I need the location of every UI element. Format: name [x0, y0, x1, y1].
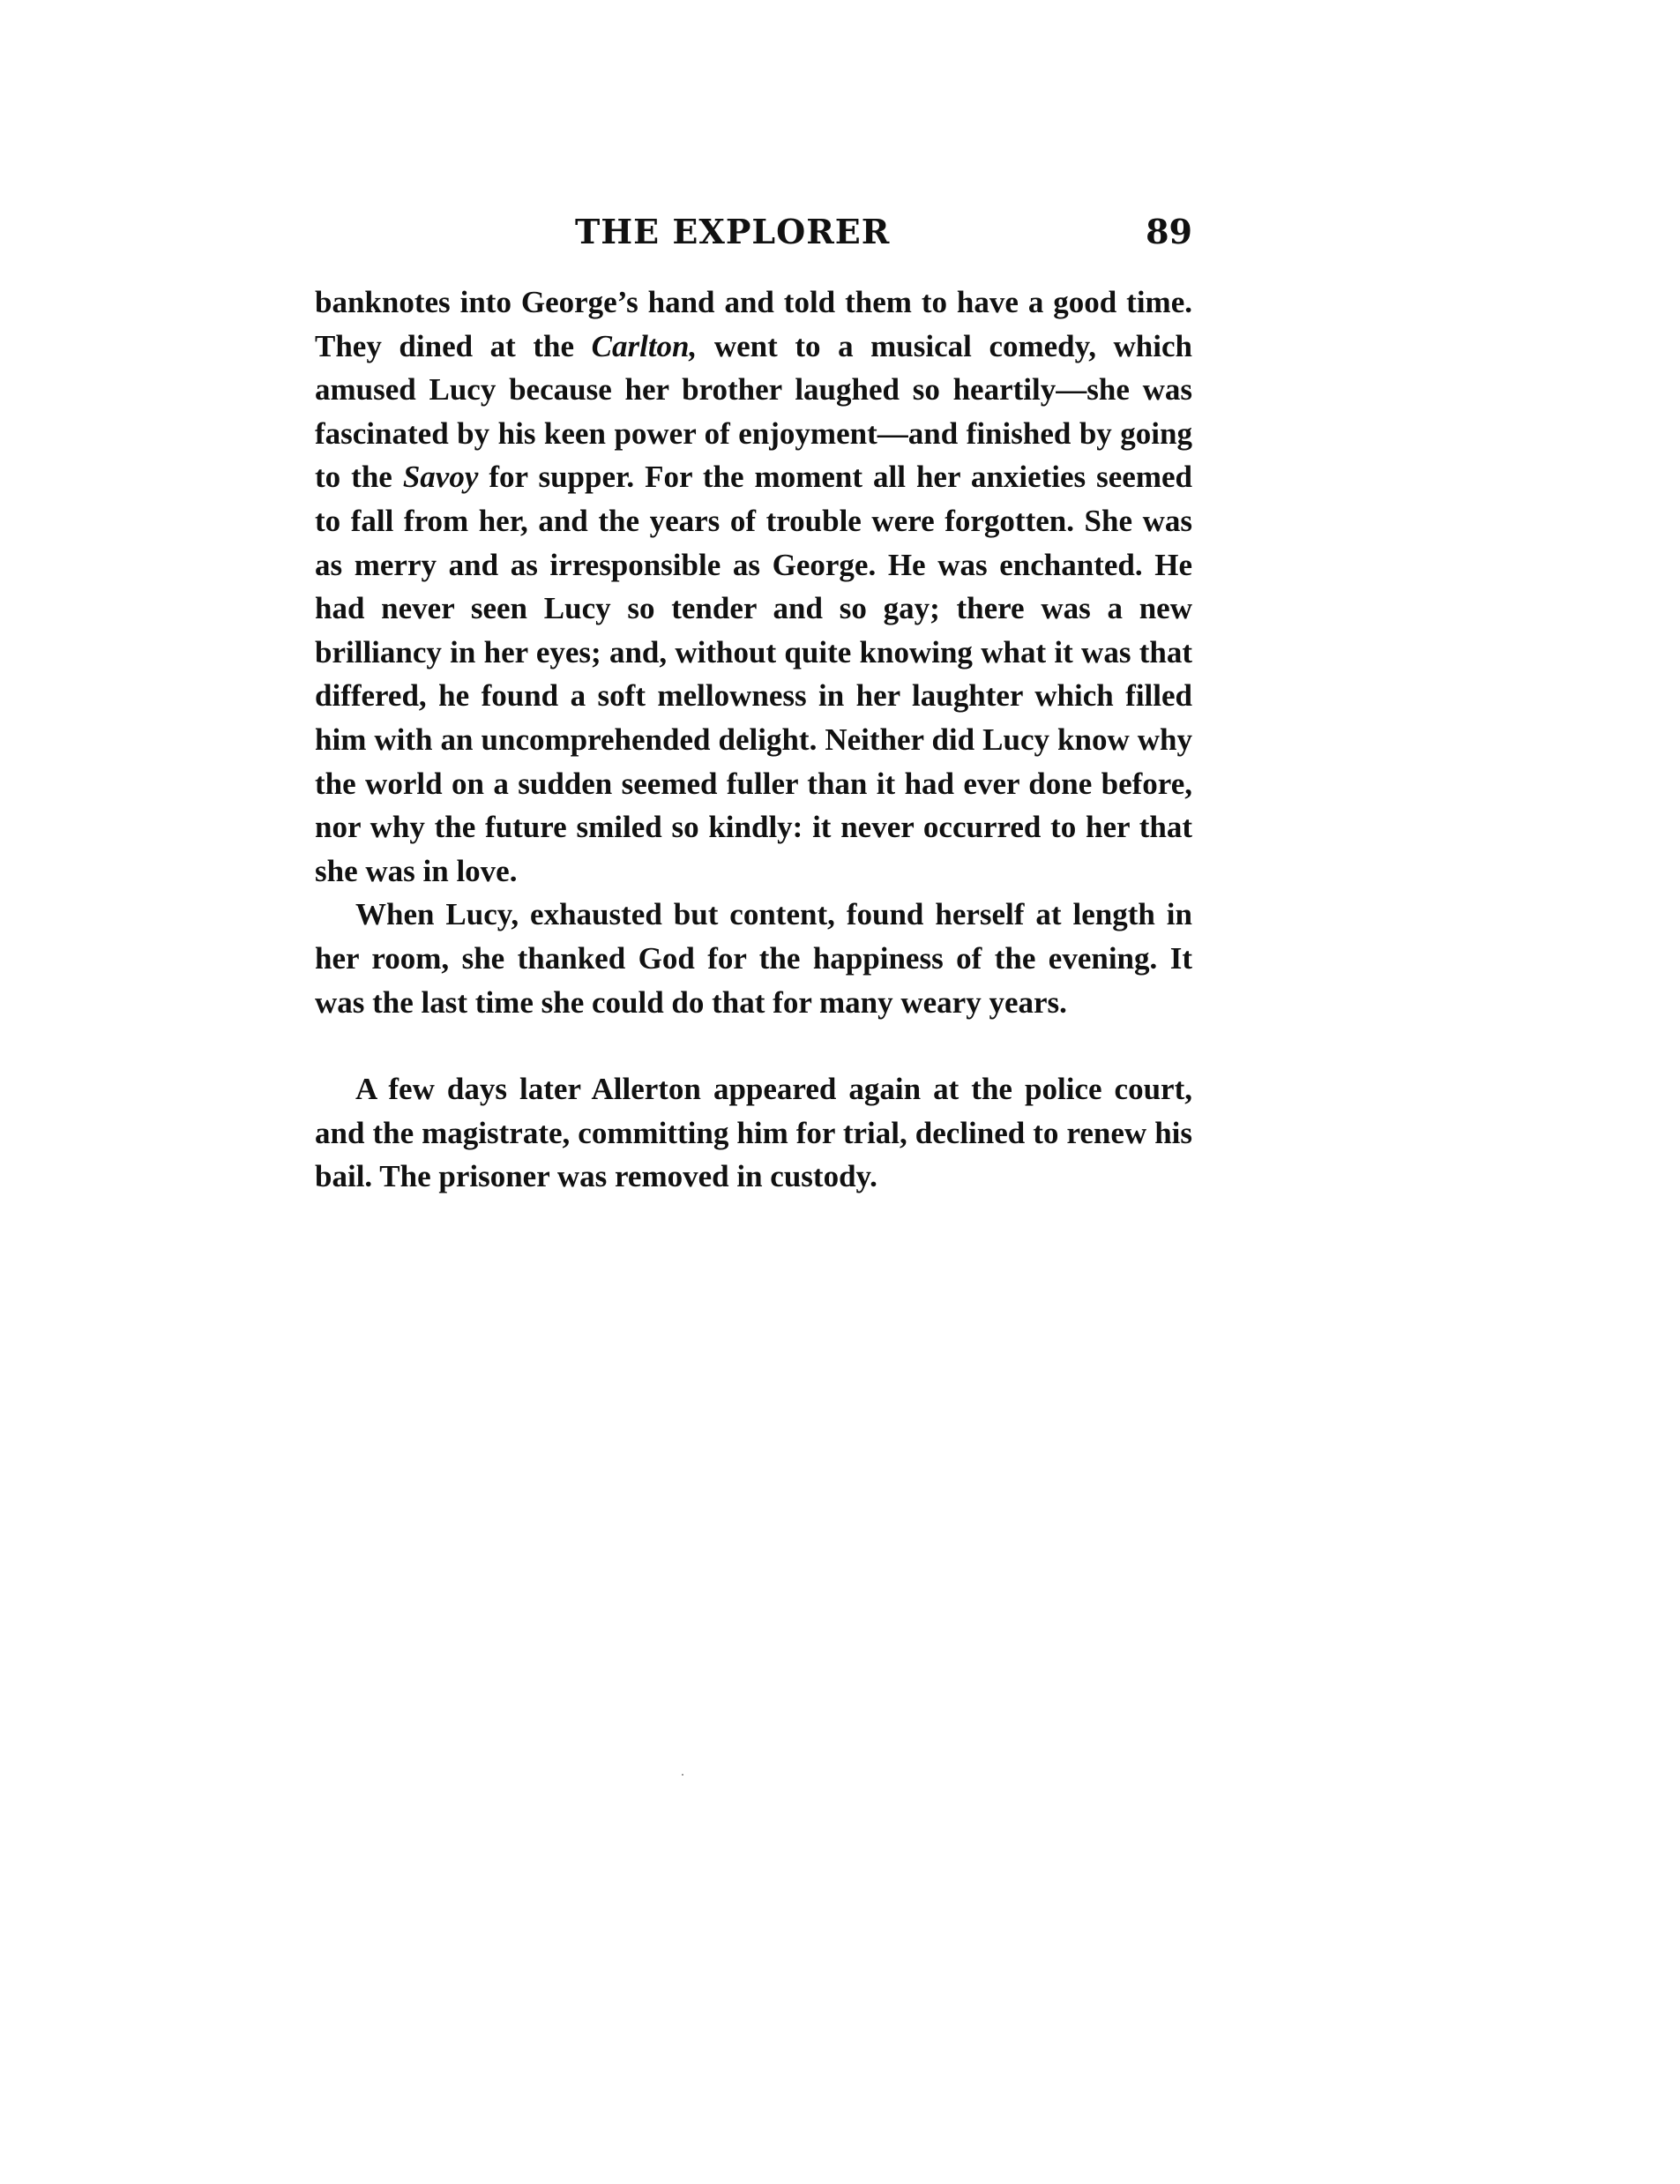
paragraph-continued — [315, 280, 1192, 893]
book-page — [315, 212, 1192, 1199]
italic-text: Savoy — [402, 460, 479, 495]
paragraph-text: for supper. For the moment all her anxieties seemed to fall from her, and the years of trouble were forgotten. She was as merry and as irresponsible as George. He was enchanted. He had never seen Lucy so tender and so gay; there was a new brilliancy in her eyes; and, without quite knowing what it was that differed, he found a soft mellowness in her laughter which filled him with an uncomprehended delight. Neither did Lucy know why the world on a sudden seemed fuller than it had ever done before, nor why the future smiled so kindly: it never occurred to her that she was in love. — [315, 460, 1192, 888]
page-number: 89 — [1146, 212, 1192, 251]
italic-text: Carlton, — [591, 328, 698, 363]
running-title: THE EXPLORER — [575, 212, 891, 251]
running-head — [315, 212, 1192, 273]
paragraph-text: banknotes into George’s hand and told them to have a good time. They dined at the — [315, 285, 1192, 363]
paragraph: When Lucy, exhausted but content, found herself at length in her room, she thanked God for the happiness of the evening. It was the last time she could do that for many weary years. — [315, 897, 1192, 1020]
scan-speck — [682, 1774, 683, 1776]
paragraph: A few days later Allerton appeared again at the police court, and the magistrate, committing him for trial, declined to renew his bail. The prisoner was removed in custody. — [315, 1072, 1192, 1194]
paragraph-text: went to a musical comedy, which amused Lucy because her brother laughed so heartily—she was fascinated by his keen power of enjoyment—and finished by going to the — [315, 328, 1193, 495]
section-break — [315, 1024, 1192, 1067]
